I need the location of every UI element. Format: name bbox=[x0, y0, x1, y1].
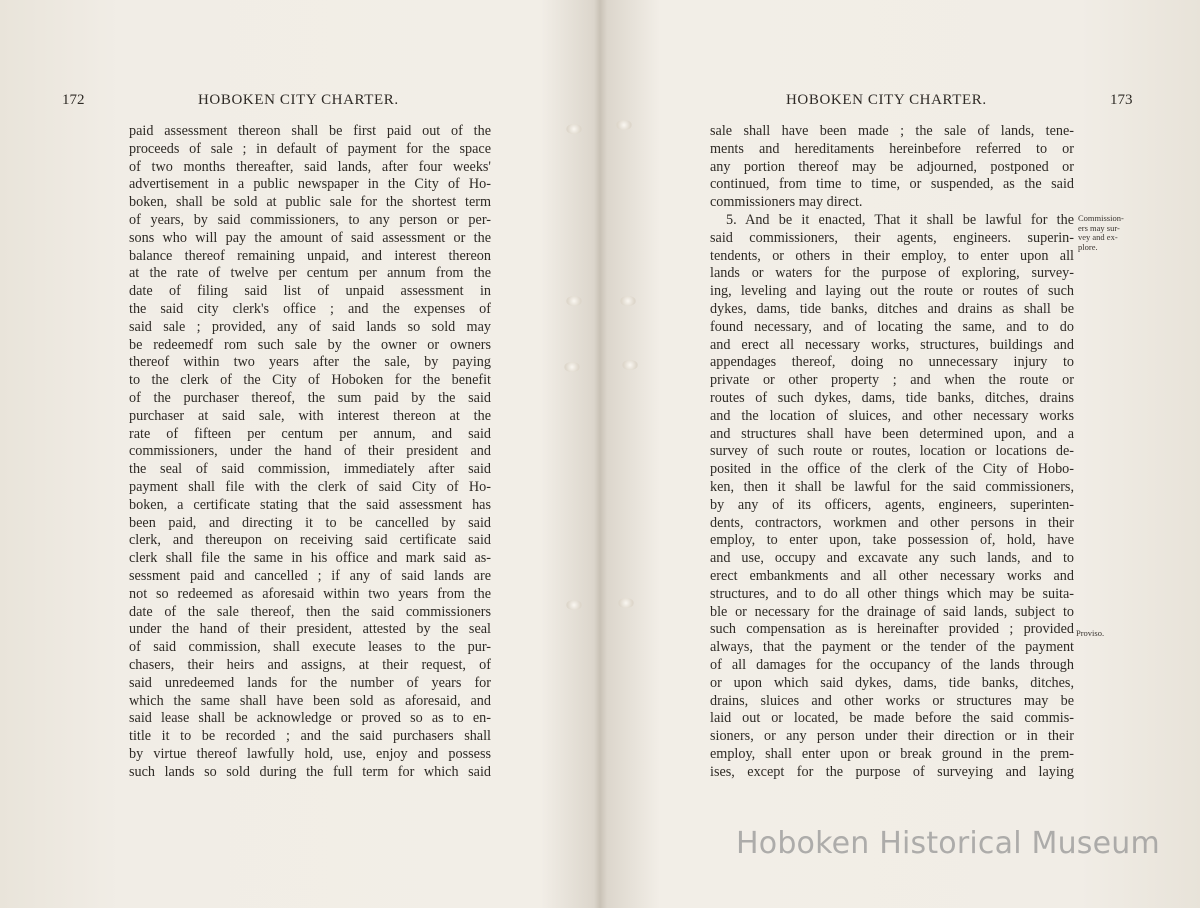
binding-hole bbox=[564, 362, 580, 372]
margin-note-line: ers may sur- bbox=[1078, 222, 1120, 233]
text-line: clerk shall file the same in his office and mark said as- bbox=[129, 550, 491, 567]
museum-watermark: Hoboken Historical Museum bbox=[736, 826, 1160, 861]
text-line: proceeds of sale ; in default of payment for the space bbox=[129, 140, 491, 157]
text-line: by any of its officers, agents, engineers, superinten- bbox=[710, 496, 1074, 513]
text-line: structures, and to do all other things which may be suita- bbox=[710, 585, 1074, 602]
text-line: employ, shall enter upon or break ground in the prem- bbox=[710, 745, 1074, 762]
text-line: boken, a certificate stating that the said assessment has bbox=[129, 496, 491, 513]
text-line: payment shall file with the clerk of said City of Ho- bbox=[129, 478, 491, 495]
text-line: survey of such route or routes, location or locations de- bbox=[710, 443, 1074, 460]
text-line: under the hand of their president, attested by the seal bbox=[129, 621, 491, 638]
text-line: purchaser at said sale, with interest thereon at the bbox=[129, 407, 491, 424]
text-line: sale shall have been made ; the sale of lands, tene- bbox=[710, 123, 1074, 139]
text-line: date of filing said list of unpaid assessment in bbox=[129, 283, 491, 300]
text-line: ises, except for the purpose of surveying and laying bbox=[710, 763, 1074, 780]
binding-hole bbox=[566, 296, 582, 306]
margin-note-proviso: Proviso. bbox=[1076, 628, 1105, 638]
text-line: drains, sluices and other works or structures may be bbox=[710, 692, 1074, 709]
text-line: and structures shall have been determined upon, and a bbox=[710, 425, 1074, 442]
text-line: sons who will pay the amount of said assessment or the bbox=[129, 229, 491, 246]
text-line: found necessary, and of locating the same, and to do bbox=[710, 318, 1074, 335]
text-line: such compensation as is hereinafter provided ; provided bbox=[710, 621, 1074, 638]
text-line: paid assessment thereon shall be first paid out of the bbox=[129, 123, 491, 139]
text-line: said commissioners, their agents, engineers. superin- bbox=[710, 229, 1074, 246]
text-line: which the same shall have been sold as aforesaid, and bbox=[129, 692, 491, 709]
page-number: 173 bbox=[1110, 92, 1133, 108]
text-line: rate of fifteen per centum per annum, and said bbox=[129, 425, 491, 442]
text-line: tendents, or others in their employ, to enter upon all bbox=[710, 247, 1074, 264]
text-line: thereof within two years after the sale, by paying bbox=[129, 354, 491, 371]
text-line: clerk, and thereupon on receiving said certificate said bbox=[129, 532, 491, 549]
binding-hole bbox=[618, 598, 634, 608]
text-line: of two months thereafter, said lands, after four weeks' bbox=[129, 158, 491, 175]
text-line: title it to be recorded ; and the said purchasers shall bbox=[129, 728, 491, 745]
text-line: ments and hereditaments hereinbefore referred to or bbox=[710, 140, 1074, 157]
margin-note-line: Commission- bbox=[1078, 213, 1124, 223]
margin-note-line: plore. bbox=[1078, 241, 1098, 252]
text-line: any portion thereof may be adjourned, postponed or bbox=[710, 158, 1074, 175]
text-line: chasers, their heirs and assigns, at their request, of bbox=[129, 656, 491, 673]
text-line: sessment paid and cancelled ; if any of said lands are bbox=[129, 567, 491, 584]
binding-hole bbox=[622, 360, 638, 370]
text-line: balance thereof remaining unpaid, and interest thereon bbox=[129, 247, 491, 264]
page-number: 172 bbox=[62, 92, 85, 108]
text-line: said lease shall be acknowledge or proved so as to en- bbox=[129, 710, 491, 727]
text-line: of said commission, shall execute leases to the pur- bbox=[129, 639, 491, 656]
text-line: sioners, or any person under their direction or in their bbox=[710, 728, 1074, 745]
text-line: lands or waters for the purpose of exploring, survey- bbox=[710, 265, 1074, 282]
running-head: HOBOKEN CITY CHARTER. bbox=[198, 92, 399, 108]
text-line: by virtue thereof lawfully hold, use, enjoy and possess bbox=[129, 745, 491, 762]
text-line: continued, from time to time, or suspended, as the said bbox=[710, 176, 1074, 193]
text-line: of years, by said commissioners, to any person or per- bbox=[129, 211, 491, 228]
text-line: the seal of said commission, immediately after said bbox=[129, 461, 491, 478]
text-line: employ, to enter upon, take possession of, hold, have bbox=[710, 532, 1074, 549]
running-head: HOBOKEN CITY CHARTER. bbox=[786, 92, 987, 108]
text-line: dents, contractors, workmen and other persons in their bbox=[710, 514, 1074, 531]
text-line: been paid, and directing it to be cancelled by said bbox=[129, 514, 491, 531]
text-line: such lands so sold during the full term for which said bbox=[129, 763, 491, 780]
text-line: of all damages for the occupancy of the lands through bbox=[710, 656, 1074, 673]
text-line: and the location of sluices, and other necessary works bbox=[710, 407, 1074, 424]
text-line: the said city clerk's office ; and the expenses of bbox=[129, 300, 491, 317]
text-line: said sale ; provided, any of said lands so sold may bbox=[129, 318, 491, 335]
text-line: be redeemedf rom such sale by the owner or owners bbox=[129, 336, 491, 353]
text-line: private or other property ; and when the route or bbox=[710, 372, 1074, 389]
text-line: appendages thereof, doing no unnecessary injury to bbox=[710, 354, 1074, 371]
text-line: of the purchaser thereof, the sum paid by the said bbox=[129, 389, 491, 406]
binding-hole bbox=[620, 296, 636, 306]
text-line: advertisement in a public newspaper in the City of Ho- bbox=[129, 176, 491, 193]
text-line: or upon which said dykes, dams, tide banks, ditches, bbox=[710, 674, 1074, 691]
binding-hole bbox=[566, 124, 582, 134]
text-line: date of the sale thereof, then the said commissioners bbox=[129, 603, 491, 620]
margin-note-commission bbox=[1078, 214, 1142, 252]
text-line: and erect all necessary works, structures, buildings and bbox=[710, 336, 1074, 353]
right-page bbox=[600, 0, 1200, 908]
text-line: not so redeemed as aforesaid within two years from the bbox=[129, 585, 491, 602]
text-line: commissioners, under the hand of their president and bbox=[129, 443, 491, 460]
text-line: commissioners may direct. bbox=[710, 194, 863, 211]
binding-hole bbox=[566, 600, 582, 610]
margin-note-line: vey and ex- bbox=[1078, 232, 1118, 242]
text-line: at the rate of twelve per centum per annum from the bbox=[129, 265, 491, 282]
text-line: laid out or located, be made before the said commis- bbox=[710, 710, 1074, 727]
text-line: routes of such dykes, dams, tide banks, ditches, drains bbox=[710, 389, 1074, 406]
text-line: and use, occupy and excavate any such lands, and to bbox=[710, 550, 1074, 567]
text-line: ble or necessary for the drainage of said lands, subject to bbox=[710, 603, 1074, 620]
body-text bbox=[129, 123, 491, 781]
text-line: ken, then it shall be lawful for the said commissioners, bbox=[710, 478, 1074, 495]
body-text bbox=[710, 123, 1074, 781]
text-line: erect embankments and all other necessary works and bbox=[710, 567, 1074, 584]
text-line: 5. And be it enacted, That it shall be lawful for the bbox=[726, 211, 1074, 228]
text-line: dykes, dams, tide banks, ditches and drains as shall be bbox=[710, 300, 1074, 317]
binding-hole bbox=[616, 120, 632, 130]
text-line: posited in the office of the clerk of the City of Hobo- bbox=[710, 461, 1074, 478]
text-line: said unredeemed lands for the number of years for bbox=[129, 674, 491, 691]
text-line: ing, leveling and laying out the route or routes of such bbox=[710, 283, 1074, 300]
text-line: to the clerk of the City of Hoboken for the benefit bbox=[129, 372, 491, 389]
text-line: boken, shall be sold at public sale for the shortest term bbox=[129, 194, 491, 211]
text-line: always, that the payment or the tender of the payment bbox=[710, 639, 1074, 656]
